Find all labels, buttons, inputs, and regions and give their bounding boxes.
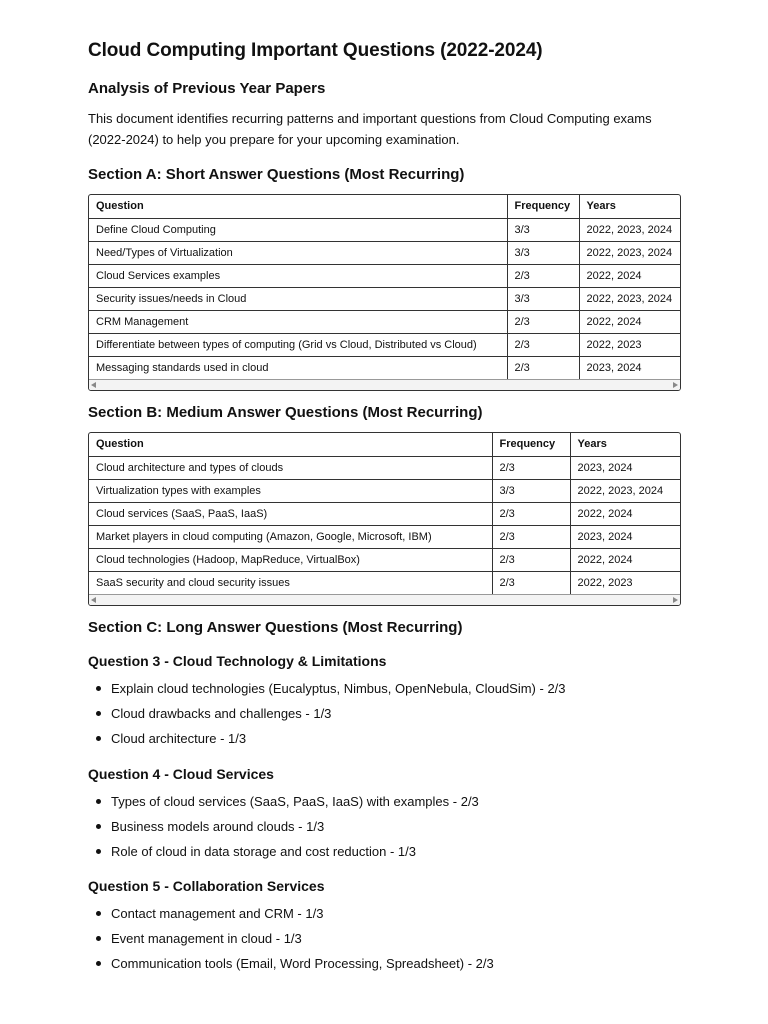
section-c-heading: Section C: Long Answer Questions (Most Recurring) [88, 619, 463, 636]
cell-years: 2022, 2023, 2024 [579, 287, 680, 310]
cell-question: Cloud services (SaaS, PaaS, IaaS) [89, 502, 492, 525]
horizontal-scrollbar[interactable] [89, 594, 680, 605]
cell-question: Security issues/needs in Cloud [89, 287, 507, 310]
cell-question: Cloud technologies (Hadoop, MapReduce, VirtualBox) [89, 548, 492, 571]
question-5-list [88, 901, 494, 976]
horizontal-scrollbar[interactable] [89, 379, 680, 390]
table-row [89, 456, 680, 479]
section-a-heading: Section A: Short Answer Questions (Most Recurring) [88, 166, 465, 183]
cell-years: 2022, 2024 [570, 548, 680, 571]
table-row [89, 241, 680, 264]
table-row [89, 571, 680, 594]
cell-years: 2022, 2024 [579, 264, 680, 287]
column-header-question: Question [89, 195, 507, 218]
scroll-left-arrow-icon[interactable] [91, 597, 96, 603]
column-header-frequency: Frequency [492, 433, 570, 456]
column-header-years: Years [579, 195, 680, 218]
cell-question: SaaS security and cloud security issues [89, 571, 492, 594]
table-row [89, 310, 680, 333]
cell-frequency: 3/3 [492, 479, 570, 502]
section-a-table[interactable] [88, 194, 681, 391]
cell-frequency: 3/3 [507, 287, 579, 310]
question-4-list [88, 789, 479, 864]
intro-paragraph: This document identifies recurring patterns and important questions from Cloud Computing exams (2022-2024) to help you prepare for your upcoming examination. [88, 111, 652, 147]
cell-question: Need/Types of Virtualization [89, 241, 507, 264]
list-item: Communication tools (Email, Word Processing, Spreadsheet) - 2/3 [88, 951, 494, 976]
table-row [89, 264, 680, 287]
list-item: Cloud architecture - 1/3 [88, 726, 566, 751]
list-item: Event management in cloud - 1/3 [88, 926, 494, 951]
cell-question: CRM Management [89, 310, 507, 333]
cell-years: 2022, 2023, 2024 [579, 218, 680, 241]
cell-frequency: 2/3 [507, 264, 579, 287]
cell-years: 2023, 2024 [586, 361, 642, 374]
list-item: Business models around clouds - 1/3 [88, 814, 479, 839]
table-row [89, 356, 680, 379]
table-row [89, 502, 680, 525]
section-b-table[interactable] [88, 432, 681, 606]
cell-frequency: 2/3 [492, 525, 570, 548]
cell-frequency: 2/3 [492, 571, 570, 594]
cell-years: 2022, 2024 [570, 502, 680, 525]
list-item: Cloud drawbacks and challenges - 1/3 [88, 701, 566, 726]
list-item: Role of cloud in data storage and cost reduction - 1/3 [88, 839, 479, 864]
document-title: Cloud Computing Important Questions (2022-2024) [88, 40, 543, 61]
list-item: Types of cloud services (SaaS, PaaS, IaaS) with examples - 2/3 [88, 789, 479, 814]
cell-question: Virtualization types with examples [89, 479, 492, 502]
cell-years: 2022, 2023, 2024 [570, 479, 680, 502]
table-row [89, 333, 680, 356]
scroll-right-arrow-icon[interactable] [673, 382, 678, 388]
cell-years: 2022, 2023 [579, 333, 680, 356]
table-row [89, 548, 680, 571]
section-b-heading: Section B: Medium Answer Questions (Most Recurring) [88, 404, 483, 421]
cell-frequency: 2/3 [492, 548, 570, 571]
cell-frequency: 2/3 [492, 502, 570, 525]
scroll-right-arrow-icon[interactable] [673, 597, 678, 603]
table-row [89, 479, 680, 502]
cell-question: Cloud Services examples [89, 264, 507, 287]
scroll-left-arrow-icon[interactable] [91, 382, 96, 388]
table-row [89, 287, 680, 310]
cell-frequency: 2/3 [507, 333, 579, 356]
table-row [89, 525, 680, 548]
cell-question: Cloud architecture and types of clouds [89, 456, 492, 479]
question-3-heading: Question 3 - Cloud Technology & Limitations [88, 653, 387, 669]
cell-years: 2022, 2023, 2024 [579, 241, 680, 264]
cell-frequency: 3/3 [507, 241, 579, 264]
question-3-list [88, 676, 566, 751]
cell-frequency: 2/3 [507, 310, 579, 333]
cell-question: Messaging standards used in cloud [89, 356, 507, 379]
question-5-heading: Question 5 - Collaboration Services [88, 878, 325, 894]
list-item: Explain cloud technologies (Eucalyptus, Nimbus, OpenNebula, CloudSim) - 2/3 [88, 676, 566, 701]
cell-years: 2023, 2024 [570, 456, 680, 479]
list-item: Contact management and CRM - 1/3 [88, 901, 494, 926]
column-header-years: Years [570, 433, 680, 456]
cell-years: 2022, 2024 [579, 310, 680, 333]
document-subtitle: Analysis of Previous Year Papers [88, 80, 326, 97]
cell-years: 2023, 2024 [570, 525, 680, 548]
cell-years: 2022, 2023 [577, 576, 633, 589]
cell-frequency: 2/3 [507, 356, 579, 379]
question-4-heading: Question 4 - Cloud Services [88, 766, 274, 782]
column-header-frequency: Frequency [507, 195, 579, 218]
cell-question: Differentiate between types of computing (Grid vs Cloud, Distributed vs Cloud) [89, 333, 507, 356]
cell-frequency: 3/3 [507, 218, 579, 241]
table-row [89, 218, 680, 241]
table-header-row [89, 433, 680, 456]
cell-frequency: 2/3 [492, 456, 570, 479]
cell-question: Market players in cloud computing (Amazon, Google, Microsoft, IBM) [89, 525, 492, 548]
cell-question: Define Cloud Computing [89, 218, 507, 241]
column-header-question: Question [89, 433, 492, 456]
table-header-row [89, 195, 680, 218]
